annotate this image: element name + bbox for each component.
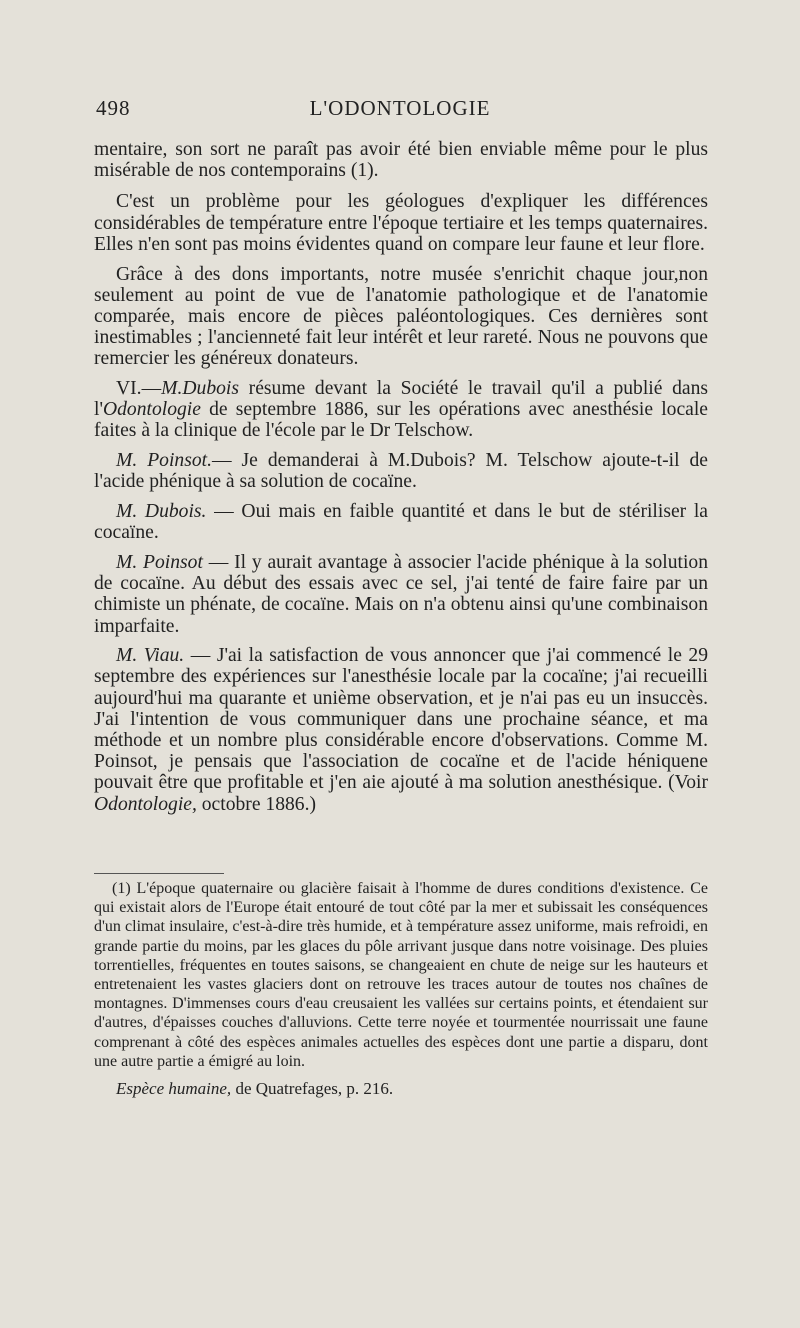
paragraph-viau xyxy=(94,645,708,815)
paragraph-geology: C'est un problème pour les géologues d'expliquer les différences considérables de température entre l'époque tertiaire et les temps quaternaires. Elles n'en sont pas moins évidentes quand on compare leur faune et leur flore. xyxy=(94,191,708,255)
speaker-name: M.Dubois xyxy=(161,378,240,400)
paragraph-text: octobre 1886.) xyxy=(196,793,317,815)
paragraph-poinsot-remark xyxy=(94,552,708,637)
speaker-name: M. Dubois. xyxy=(116,501,207,523)
running-title: L'ODONTOLOGIE xyxy=(309,96,491,120)
paragraph-poinsot-question xyxy=(94,450,708,492)
footnote-divider xyxy=(94,873,224,874)
paragraph-text: — Oui mais en faible quantité et dans le but de stériliser la cocaïne. xyxy=(94,501,708,544)
footnote xyxy=(94,879,708,1098)
paragraph-dubois-report xyxy=(94,378,708,442)
journal-title: Odontologie xyxy=(102,399,201,421)
speaker-name: M. Viau. xyxy=(116,645,185,667)
speaker-name: M. Poinsot. xyxy=(116,450,212,472)
paragraph-continuation: mentaire, son sort ne paraît pas avoir été bien enviable même pour le plus misérable de nos contemporains (1). xyxy=(94,139,708,182)
page-header xyxy=(94,96,706,124)
paragraph-text: — J'ai la satisfaction de vous annoncer que j'ai commencé le 29 septembre des expériences sur l'anesthésie locale par la cocaïne; j'ai recueilli aujourd'hui ma quarante et unième observation, et je n'ai pas eu un insuccès. J'ai l'intention de vous communiquer dans une prochaine séance, et ma méthode et un nombre plus considérable encore d'observations. Comme M. Poinsot, je pensais que l'association de cocaïne et de l'acide héniquene pouvait être que profitable et j'en aie ajouté à ma solution anesthésique. (Voir xyxy=(94,645,709,794)
paragraph-dubois-answer xyxy=(94,501,708,543)
speaker-name: M. Poinsot xyxy=(116,551,203,573)
paragraph-text: résume devant la Société le travail qu'il a publié dans l' xyxy=(94,378,708,421)
paragraph-text: — Il y aurait avantage à associer l'acide phénique à la solution de cocaïne. Au début des essais avec ce sel, j'ai tenté de faire faire par un chimiste un phénate, de cocaïne. Mais on n'a obtenu ainsi qu'une combinaison imparfaite. xyxy=(94,551,708,637)
footnote-text: (1) L'époque quaternaire ou glacière faisait à l'homme de dures conditions d'existence. Ce qui existait alors de l'Europe était entouré de tout côté par la mer et subissait les conséquences d'un climat insulaire, c'est-à-dire très humide, et à température assez uniforme, mais refroidi, en grande partie du moins, par les glaces du pôle arrivant jusque dans notre voisinage. Des pluies torrentielles, fréquentes en toutes saisons, se changeaient en chute de neige sur les hauteurs et entretenaient les vastes glaciers dont on retrouve les traces autour de toutes nos chaînes de montagnes. D'immenses cours d'eau creusaient les vallées sur certains points, et étendaient sur d'autres, d'épaisses couches d'alluvions. Cette terre noyée et tourmentée nourrissait une faune comprenant à côté des espèces animales actuelles des espèces dont une partie a disparu, dont une autre partie a émigré au loin. xyxy=(94,880,708,1070)
journal-title: Odontologie, xyxy=(94,793,197,815)
body-text xyxy=(94,139,708,823)
paragraph-text: — Je demanderai à M.Dubois? M. Telschow ajoute-t-il de l'acide phénique à sa solution de cocaïne. xyxy=(94,450,708,493)
source-title: Espèce humaine, xyxy=(116,1079,232,1099)
paragraph-text: de septembre 1886, sur les opérations avec anesthésie locale faites à la clinique de l'école par le Dr Telschow. xyxy=(94,399,708,442)
page-number: 498 xyxy=(96,96,131,120)
section-marker: VI.— xyxy=(116,378,162,400)
paragraph-museum: Grâce à des dons importants, notre musée s'enrichit chaque jour,non seulement au point de vue de l'anatomie pathologique et de l'anatomie comparée, mais encore de pièces paléontologiques. Ces dernières sont inestimables ; l'ancienneté fait leur intérêt et leur rareté. Nous ne pouvons que remercier les généreux donateurs. xyxy=(94,263,708,370)
footnote-source xyxy=(94,1079,708,1098)
source-details: de Quatrefages, p. 216. xyxy=(231,1079,394,1099)
